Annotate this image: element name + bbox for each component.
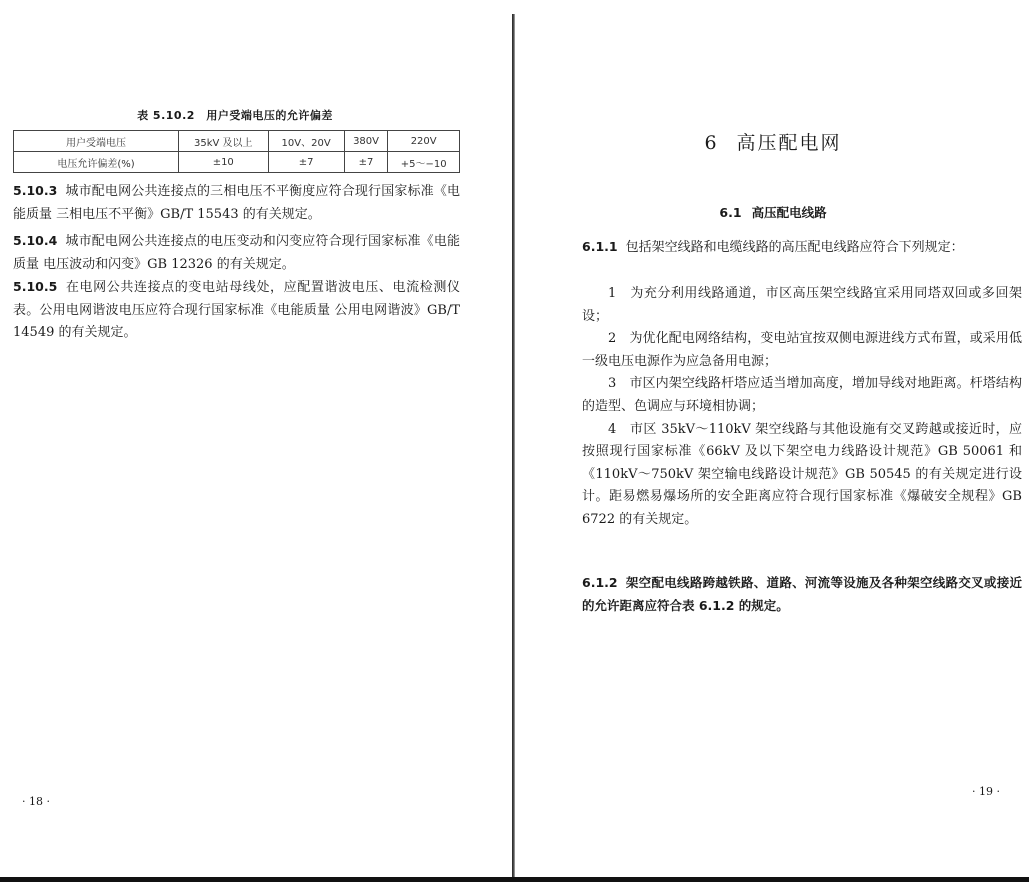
clause-number: 5.10.3: [13, 183, 58, 198]
book-gutter: [512, 14, 515, 882]
clause-text: 包括架空线路和电缆线路的高压配电线路应符合下列规定：: [625, 240, 964, 255]
chapter-title: [517, 128, 1029, 155]
row-header: 用户受端电压: [14, 131, 179, 152]
clause-number: 6.1.2: [582, 575, 618, 590]
table-cell: ±7: [268, 152, 344, 173]
chapter-heading: 高压配电网: [736, 132, 842, 154]
list-item: [582, 373, 1022, 418]
table-cell: 220V: [388, 131, 460, 152]
clause-5-10-4: [13, 230, 460, 276]
page-number: · 18 ·: [22, 795, 50, 808]
list-item: [582, 328, 1022, 373]
clause-number: 5.10.4: [13, 233, 58, 248]
item-number: 1: [608, 286, 617, 301]
clause-number: 6.1.1: [582, 239, 618, 254]
table-cell: +5～−10: [388, 152, 460, 173]
list-item: [582, 419, 1022, 532]
item-text: 为充分利用线路通道，市区高压架空线路宜采用同塔双回或多回架设；: [582, 286, 1022, 324]
table-row: [14, 131, 460, 152]
item-text: 市区 35kV～110kV 架空线路与其他设施有交叉跨越或接近时，应按照现行国家标准《66kV 及以下架空电力线路设计规范》GB 50061 和《110kV～750kV 架空输电线路设计规范》GB 50545 的有关规定进行设计。距易燃易爆场所的安全距离应符合现行国家标准《爆破安全规程》GB 6722 的有关规定。: [582, 421, 1022, 527]
clause-6-1-2: [582, 572, 1022, 617]
list-item: [582, 283, 1022, 328]
table-cell: 10V、20V: [268, 131, 344, 152]
right-page: [517, 0, 1029, 882]
item-text: 为优化配电网络结构，变电站宜按双侧电源进线方式布置，或采用低一级电压电源作为应急备用电源；: [582, 331, 1022, 369]
table-row: [14, 152, 460, 173]
section-number: 6.1: [719, 205, 742, 220]
chapter-number: 6: [704, 132, 719, 154]
voltage-deviation-table: [13, 130, 460, 173]
clause-number: 5.10.5: [13, 279, 58, 294]
section-title: [517, 203, 1029, 221]
table-cell: ±7: [344, 152, 388, 173]
page-number: · 19 ·: [972, 785, 1000, 798]
scan-bottom-edge: [0, 877, 1029, 882]
section-heading: 高压配电线路: [751, 205, 827, 220]
clause-5-10-3: [13, 180, 460, 226]
clause-text: 架空配电线路跨越铁路、道路、河流等设施及各种架空线路交叉或接近的允许距离应符合表 6.1.2 的规定。: [582, 575, 1022, 613]
table-caption: 表 5.10.2 用户受端电压的允许偏差: [137, 109, 333, 122]
table-cell: 380V: [344, 131, 388, 152]
clause-text: 城市配电网公共连接点的电压变动和闪变应符合现行国家标准《电能质量 电压波动和闪变》GB 12326 的有关规定。: [13, 234, 460, 272]
table-cell: ±10: [179, 152, 269, 173]
item-number: 3: [608, 376, 617, 392]
item-number: 2: [608, 331, 617, 347]
clause-6-1-1: [582, 236, 1022, 260]
clause-text: 城市配电网公共连接点的三相电压不平衡度应符合现行国家标准《电能质量 三相电压不平衡》GB/T 15543 的有关规定。: [13, 184, 460, 222]
item-number: 4: [608, 421, 617, 437]
clause-5-10-5: [13, 276, 460, 345]
clause-items: [582, 283, 1022, 532]
row-header: 电压允许偏差(%): [14, 152, 179, 173]
table-cell: 35kV 及以上: [179, 131, 269, 152]
clause-text: 在电网公共连接点的变电站母线处，应配置谐波电压、电流检测仪表。公用电网谐波电压应符合现行国家标准《电能质量 公用电网谐波》GB/T 14549 的有关规定。: [13, 280, 460, 341]
item-text: 市区内架空线路杆塔应适当增加高度，增加导线对地距离。杆塔结构的造型、色调应与环境相协调；: [582, 376, 1022, 414]
